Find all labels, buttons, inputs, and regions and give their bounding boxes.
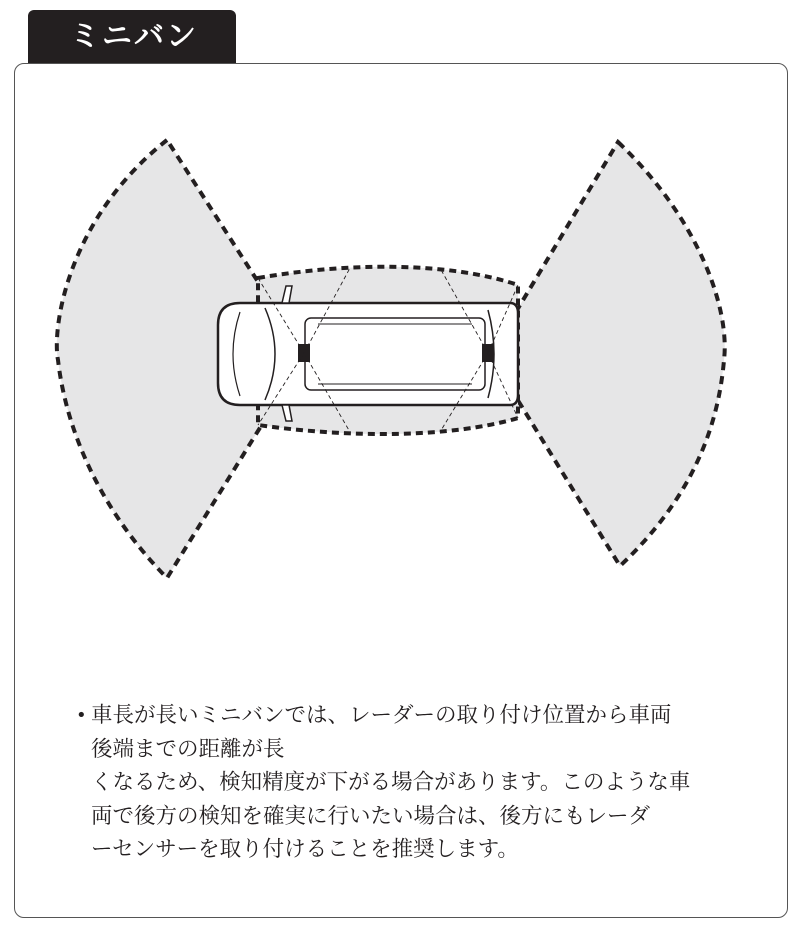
right-detection-zone [490,142,725,566]
roof [305,318,485,390]
note-line: 車長が長いミニバンでは、レーダーの取り付け位置から車両 [91,703,672,728]
note-bullet: • [76,705,87,726]
note-text [76,699,756,867]
note-line: 後端までの距離が長 [91,736,285,762]
note-line: くなるため、検知精度が下がる場合があります。このような車 [91,770,691,795]
title-label: ミニバン [70,19,198,54]
note-line: ーセンサーを取り付けることを推奨します。 [91,837,519,862]
note-line: 両で後方の検知を確実に行いたい場合は、後方にもレーダ [91,803,651,829]
